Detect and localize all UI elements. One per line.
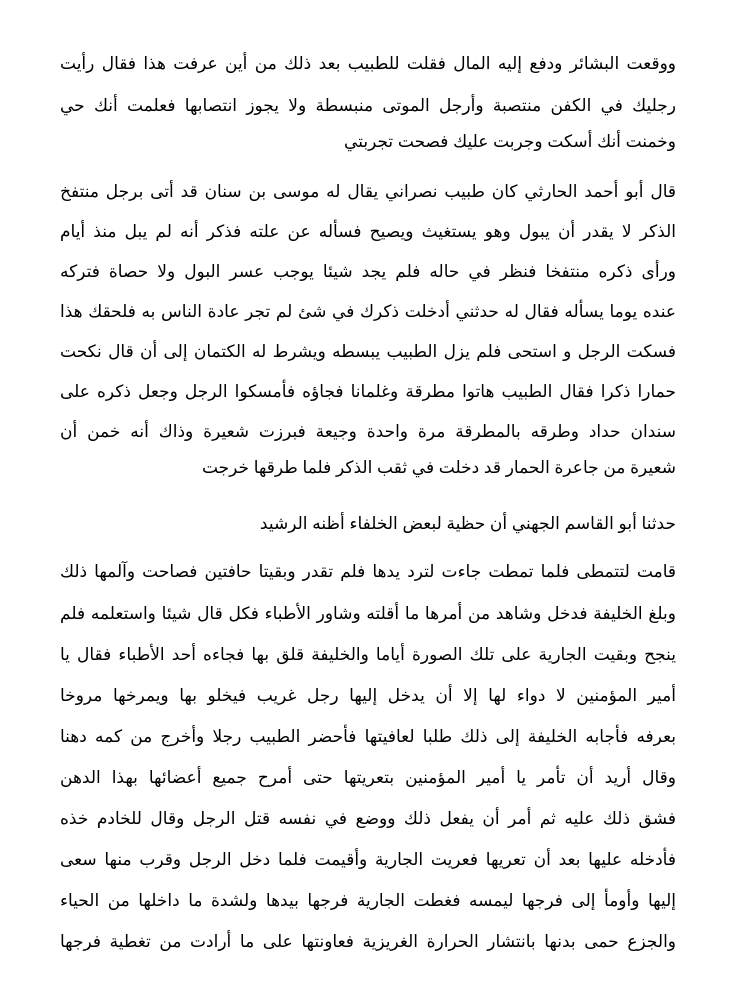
text-line: حمارا ذكرا فقال الطبيب هاتوا مطرقة وغلمانا فجاؤه فأمسكوا الرجل وجعل ذكره على: [60, 382, 676, 401]
text-line: رجليك في الكفن منتصبة وأرجل الموتى منبسطة ولا يجوز انتصابها فعلمت أنك حي: [60, 96, 676, 115]
text-line: سندان حداد وطرقه بالمطرقة مرة واحدة وجيعة فبرزت شعيرة وذاك أنه خمن أن: [60, 422, 676, 441]
text-line: فأدخله عليها بعد أن تعريها فعريت الجارية وأقيمت فلما دخل الرجل وقرب منها سعى: [60, 850, 676, 869]
text-line: إليها وأومأ إلى فرجها ليمسه فغطت الجارية فرجها بيدها ولشدة ما داخلها من الحياء: [60, 891, 676, 910]
text-line: شعيرة من جاعرة الحمار قد دخلت في ثقب الذكر فلما طرقها خرجت: [201, 458, 676, 477]
text-line: قامت لتتمطى فلما تمطت جاءت لترد يدها فلم تقدر وبقيتا حافتين فصاحت وآلمها ذلك: [60, 562, 676, 581]
text-line: ووقعت البشائر ودفع إليه المال فقلت للطبيب بعد ذلك من أين عرفت هذا فقال رأيت: [60, 54, 676, 73]
text-line: قال أبو أحمد الحارثي كان طبيب نصراني يقال له موسى بن سنان قد أتى برجل منتفخ: [60, 182, 676, 201]
text-line: عنده يوما يسأله فقال له حدثني أدخلت ذكرك في شئ لم تجر عادة الناس به فلحقك هذا: [60, 302, 676, 321]
text-line: وبلغ الخليفة فدخل وشاهد من أمرها ما أقلته وشاور الأطباء فكل قال شيئا واستعلمه فلم: [60, 604, 676, 623]
text-line: فشق ذلك عليه ثم أمر أن يفعل ذلك ووضع في نفسه قتل الرجل وقال للخادم خذه: [60, 809, 676, 828]
text-line: الذكر لا يقدر أن يبول وهو يستغيث ويصيح فسأله عن علته فذكر أنه لم يبل منذ أيام: [60, 222, 676, 241]
text-line: وقال أريد أن تأمر يا أمير المؤمنين بتعريتها حتى أمرح جميع أعضائها بهذا الدهن: [60, 768, 676, 787]
text-line: ورأى ذكره منتفخا فنظر في حاله فلم يجد شيئا يوجب عسر البول ولا حصاة فتركه: [60, 262, 676, 281]
text-line: ينجح وبقيت الجارية على تلك الصورة أياما والخليفة قلق بها فجاءه أحد الأطباء فقال يا: [60, 645, 676, 664]
text-line: والجزع حمى بدنها بانتشار الحرارة الغريزية فعاونتها على ما أرادت من تغطية فرجها: [60, 932, 676, 951]
text-line: وخمنت أنك أسكت وجربت عليك فصحت تجربتي: [344, 132, 676, 151]
text-line: فسكت الرجل و استحى فلم يزل الطبيب يبسطه ويشرط له الكتمان إلى أن قال نكحت: [60, 342, 676, 361]
text-line: حدثنا أبو القاسم الجهني أن حظية لبعض الخلفاء أظنه الرشيد: [259, 514, 676, 533]
text-line: بعرفه فأجابه الخليفة إلى ذلك طلبا لعافيتها فأحضر الطبيب رجلا وأخرج من كمه دهنا: [60, 727, 676, 746]
text-line: أمير المؤمنين لا دواء لها إلا أن يدخل إليها رجل غريب فيخلو بها ويمرخها مروخا: [60, 686, 676, 705]
